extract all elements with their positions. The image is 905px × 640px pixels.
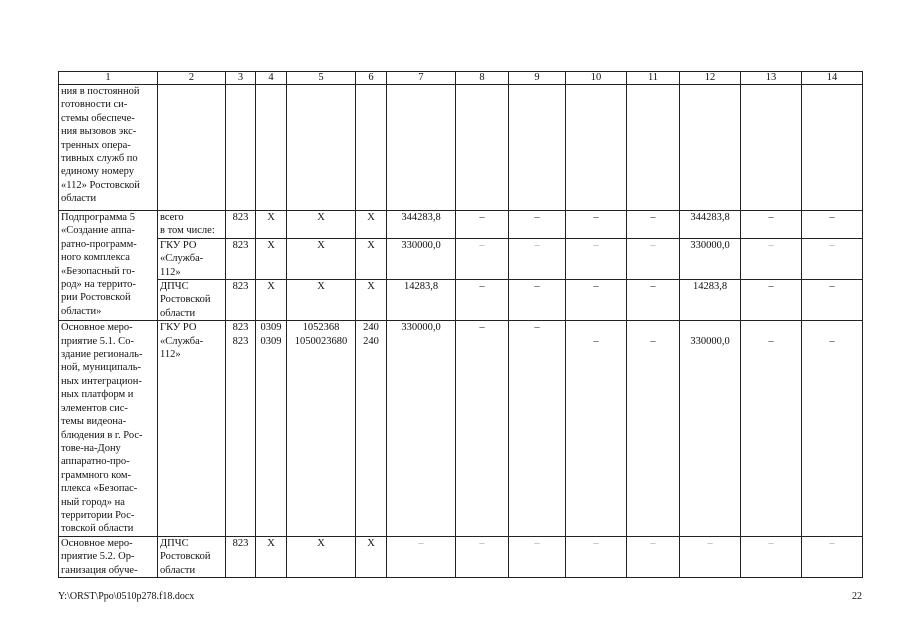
cell: –: [741, 238, 802, 279]
header-cell: 13: [741, 72, 802, 85]
cell: 1052368: [287, 321, 356, 335]
page-number: 22: [852, 591, 862, 602]
header-cell: 10: [566, 72, 627, 85]
cell: 0309: [256, 335, 287, 536]
cell: 823: [226, 335, 256, 536]
executor-cell: ДПЧС Ростовской области: [158, 536, 226, 577]
table-row: [59, 85, 863, 211]
cell: X: [256, 238, 287, 279]
cell: X: [256, 280, 287, 321]
cell: –: [509, 536, 566, 577]
header-cell: 8: [456, 72, 509, 85]
cell: –: [509, 280, 566, 321]
executor-cell: ГКУ РО «Служба- 112»: [158, 321, 226, 537]
header-cell: 14: [802, 72, 863, 85]
cell: X: [287, 211, 356, 239]
cell: X: [356, 536, 387, 577]
table-row: [59, 238, 863, 279]
cell: 14283,8: [680, 280, 741, 321]
cell: –: [566, 211, 627, 239]
cell: –: [741, 280, 802, 321]
cell: –: [456, 280, 509, 321]
cell: –: [627, 536, 680, 577]
cell: –: [680, 536, 741, 577]
cell: –: [802, 211, 863, 239]
cell: 330000,0: [387, 238, 456, 279]
cell: –: [627, 335, 680, 536]
header-row: [59, 72, 863, 85]
executor-cell: ДПЧС Ростовской области: [158, 280, 226, 321]
header-cell: 7: [387, 72, 456, 85]
cell: X: [356, 280, 387, 321]
program-name-cell: ния в постоянной готовности си- стемы обеспече- ния вызовов экс- тренных опера- тивных служб по единому номеру «112» Ростовской области: [59, 85, 158, 211]
cell: 823: [226, 280, 256, 321]
cell: –: [566, 238, 627, 279]
cell: 823: [226, 536, 256, 577]
header-cell: 9: [509, 72, 566, 85]
header-cell: 3: [226, 72, 256, 85]
cell: –: [456, 211, 509, 239]
cell: –: [741, 211, 802, 239]
cell: –: [627, 211, 680, 239]
program-name-cell: Основное меро- приятие 5.1. Со- здание региональ- ной, муниципаль- ных интеграцион- ных платформ и элементов сис- темы видеона- блюдения в г. Рос- тове-на-Дону аппаратно-про- граммного ком- плекса «Безопас- ный город» на территории Рос- товской области: [59, 321, 158, 537]
cell: –: [509, 211, 566, 239]
program-name-cell: Подпрограмма 5 «Создание аппа- ратно-программ- ного комплекса «Безопасный го- род» на террито- рии Ростовской области»: [59, 211, 158, 321]
cell: –: [802, 335, 863, 536]
cell: –: [741, 335, 802, 536]
cell: 1050023680: [287, 335, 356, 536]
cell: –: [387, 536, 456, 577]
cell: X: [287, 280, 356, 321]
cell: –: [456, 536, 509, 577]
cell: 0309: [256, 321, 287, 335]
header-cell: 1: [59, 72, 158, 85]
cell: –: [566, 536, 627, 577]
cell: X: [256, 211, 287, 239]
cell: –: [566, 335, 627, 536]
cell: –: [802, 280, 863, 321]
cell: X: [256, 536, 287, 577]
cell: –: [456, 321, 509, 335]
cell: 344283,8: [680, 211, 741, 239]
cell: –: [627, 238, 680, 279]
cell: 14283,8: [387, 280, 456, 321]
cell: 823: [226, 321, 256, 335]
executor-cell: ГКУ РО «Служба- 112»: [158, 238, 226, 279]
cell: –: [566, 280, 627, 321]
cell: –: [741, 536, 802, 577]
table-row: [59, 536, 863, 577]
header-cell: 2: [158, 72, 226, 85]
file-path: Y:\ORST\Ppo\0510p278.f18.docx: [58, 591, 195, 602]
cell: 344283,8: [387, 211, 456, 239]
cell: –: [802, 238, 863, 279]
table-row: [59, 280, 863, 321]
cell: 823: [226, 211, 256, 239]
header-cell: 11: [627, 72, 680, 85]
cell: –: [509, 321, 566, 335]
header-cell: 5: [287, 72, 356, 85]
table-row: [59, 321, 863, 335]
header-cell: 4: [256, 72, 287, 85]
cell: X: [356, 238, 387, 279]
cell: –: [627, 280, 680, 321]
cell: X: [287, 536, 356, 577]
cell: –: [456, 238, 509, 279]
budget-table: [58, 71, 863, 578]
cell: X: [356, 211, 387, 239]
cell: 240: [356, 321, 387, 335]
table-row: [59, 211, 863, 239]
cell: 240: [356, 335, 387, 536]
cell: –: [509, 238, 566, 279]
header-cell: 6: [356, 72, 387, 85]
executor-cell: всего в том числе:: [158, 211, 226, 239]
cell: 330000,0: [680, 335, 741, 536]
cell: X: [287, 238, 356, 279]
cell: 330000,0: [387, 321, 456, 335]
cell: 330000,0: [680, 238, 741, 279]
cell: 823: [226, 238, 256, 279]
program-name-cell: Основное меро- приятие 5.2. Ор- ганизация обуче-: [59, 536, 158, 577]
cell: –: [802, 536, 863, 577]
header-cell: 12: [680, 72, 741, 85]
